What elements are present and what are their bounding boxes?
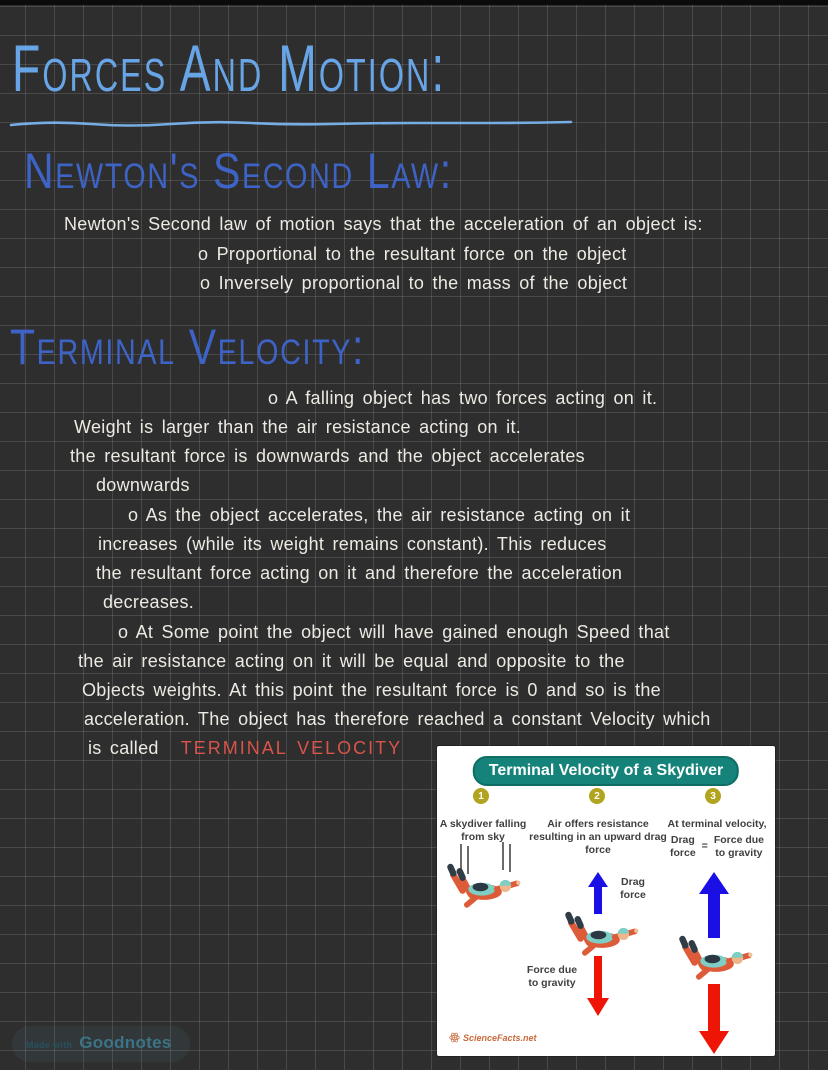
step-2-caption: Air offers resistance resulting in an upward drag force xyxy=(529,818,667,857)
skydiver-diagram-image[interactable] xyxy=(437,746,775,1056)
diagram-title: Terminal Velocity of a Skydiver xyxy=(473,756,739,786)
underline-stroke xyxy=(8,119,588,129)
tv-para3-line5 xyxy=(88,738,402,759)
credit-text: ScienceFacts.net xyxy=(463,1032,537,1043)
heading-newtons-second-law: Newton's Second Law: xyxy=(24,143,453,199)
skydiver-2 xyxy=(559,910,645,960)
tv-para3-line3: Objects weights. At this point the resultant force is 0 and so is the xyxy=(82,680,661,700)
tv-para3-line2: the air resistance acting on it will be equal and opposite to the xyxy=(78,651,625,671)
step-2-badge: 2 xyxy=(589,788,605,804)
goodnotes-watermark xyxy=(12,1026,190,1062)
tv-para1-line2: Weight is larger than the air resistance acting on it. xyxy=(74,417,522,437)
skydiver-1 xyxy=(441,862,527,912)
equals-sign: = xyxy=(701,840,708,853)
made-with-label: Made with xyxy=(26,1040,73,1050)
tv-para1-line4: downwards xyxy=(96,475,190,495)
newton-intro-line: Newton's Second law of motion says that the acceleration of an object is: xyxy=(64,214,703,234)
tv-para3-line4: acceleration. The object has therefore reached a constant Velocity which xyxy=(84,709,711,729)
title-underline xyxy=(8,116,588,134)
newton-bullet-1: o Proportional to the resultant force on the object xyxy=(198,244,627,264)
terminal-velocity-highlight: TERMINAL VELOCITY xyxy=(180,738,403,758)
page-title: Forces And Motion: xyxy=(12,31,447,105)
drag-force-label: Drag force xyxy=(620,876,646,902)
page-top-edge xyxy=(0,0,828,5)
tv-para2-line4: decreases. xyxy=(103,592,195,612)
atom-icon xyxy=(449,1032,460,1043)
gravity-arrow-small xyxy=(585,956,611,1016)
tv-para3-prefix: is called xyxy=(88,738,159,758)
tv-para1-line3: the resultant force is downwards and the object accelerates xyxy=(70,446,585,466)
tv-para3-line1: o At Some point the object will have gained enough Speed that xyxy=(118,622,670,642)
equation-left: Drag force xyxy=(669,834,696,859)
skydiver-3 xyxy=(673,934,759,984)
drag-force-arrow-large xyxy=(697,872,731,938)
tv-para2-line1: o As the object accelerates, the air resistance acting on it xyxy=(128,505,631,525)
equation-right: Force due to gravity xyxy=(713,834,764,859)
tv-para1-line1: o A falling object has two forces acting on it. xyxy=(268,388,658,408)
step-3-badge: 3 xyxy=(705,788,721,804)
newton-bullet-2: o Inversely proportional to the mass of the object xyxy=(200,273,628,293)
drag-force-arrow-small xyxy=(587,872,609,914)
gravity-arrow-large xyxy=(697,984,731,1054)
step-1-badge: 1 xyxy=(473,788,489,804)
terminal-velocity-equation xyxy=(659,834,775,859)
tv-para2-line2: increases (while its weight remains constant). This reduces xyxy=(98,534,607,554)
heading-terminal-velocity: Terminal Velocity: xyxy=(10,319,366,375)
gravity-force-label: Force due to gravity xyxy=(526,964,578,990)
goodnotes-logo-text: Goodnotes xyxy=(79,1033,172,1052)
sciencefacts-credit xyxy=(449,1032,537,1043)
step-1-caption: A skydiver falling from sky xyxy=(439,818,527,844)
tv-para2-line3: the resultant force acting on it and therefore the acceleration xyxy=(96,563,623,583)
step-3-caption: At terminal velocity, xyxy=(667,818,767,830)
